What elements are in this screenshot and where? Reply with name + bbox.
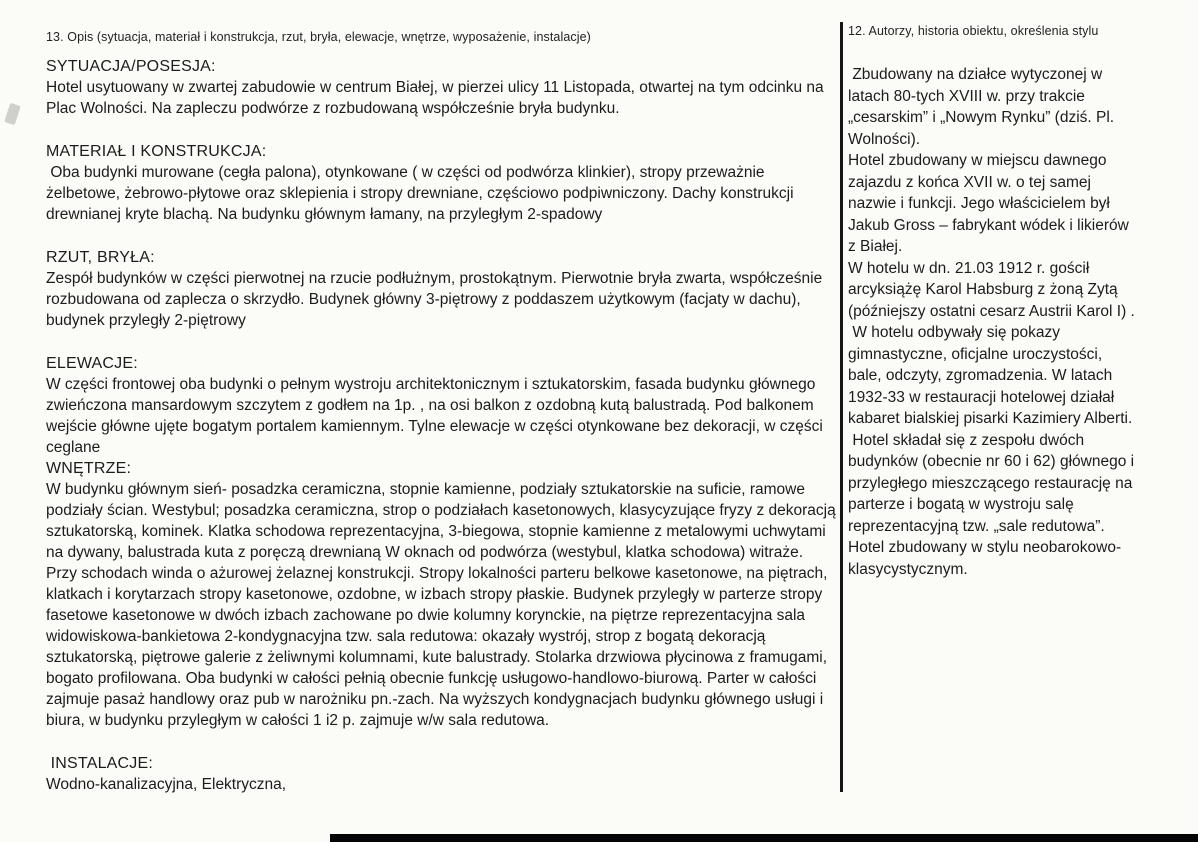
section-body-material: Oba budynki murowane (cegła palona), otynkowane ( w części od podwórza klinkier), stropy przeważnie żelbetowe, żebrowo-płytowe oraz sklepienia i stropy drewniane, częściowo podpiwniczony. Dachy konstrukcji drewnianej kryte blachą. Na budynku głównym łamany, na przyległym 2-spadowy <box>46 164 798 223</box>
section-body-instalacje: Wodno-kanalizacyjna, Elektryczna, <box>46 776 287 793</box>
history-paragraph: W hotelu w dn. 21.03 1912 r. gościł arcyksiążę Karol Habsburg z żoną Zytą (późniejszy ostatni cesarz Austrii Karol I) . <box>848 259 1135 320</box>
description-column <box>46 30 841 795</box>
section-heading-rzut: RZUT, BRYŁA: <box>46 249 155 266</box>
section-wnetrze <box>46 458 841 731</box>
history-paragraph: Hotel składał się z zespołu dwóch budynków (obecnie nr 60 i 62) głównego i przyległego mieszczącego restaurację na parterze i bogatą w wystroju salę reprezentacyjną tzw. „sale redutowa”. <box>848 431 1139 535</box>
scan-edge-artifact <box>330 834 1198 842</box>
left-column-header: 13. Opis (sytuacja, materiał i konstrukcja, rzut, bryła, elewacje, wnętrze, wyposażenie, instalacje) <box>46 30 591 44</box>
section-heading-material: MATERIAŁ I KONSTRUKCJA: <box>46 143 267 160</box>
section-body-wnetrze: W budynku głównym sień- posadzka ceramiczna, stopnie kamienne, podziały sztukatorskie na suficie, ramowe podziały ścian. Westybul; posadzka ceramiczna, strop o podziałach kasetonowych, klasycyzujące fryzy z dekoracją sztukatorską, kominek. Klatka schodowa reprezentacyjna, 3-biegowa, stopnie kamienne z metalowymi uchwytami na dywany, balustrada kuta z poręczą drewnianą W oknach od podwórza (westybul, klatka schodowa) witraże. Przy schodach winda o ażurowej żelaznej konstrukcji. Stropy lokalności parteru belkowe kasetonowe, na piętrach, klatkach i korytarzach stropy kasetonowe, ozdobne, w izbach stropy płaskie. Budynek przyległy w parterze stropy fasetowe kasetonowe w dwóch izbach zachowane po dwie kolumny korynckie, na piętrze reprezentacyjna sala widowiskowa-bankietowa 2-kondygnacyjna tzw. sala redutowa: okazały wystrój, strop z bogatą dekoracją sztukatorską, piętrowe galerie z żeliwnymi kolumnami, kute balustrady. Stolarka drzwiowa płycinowa z framugami, bogato profilowana. Oba budynki w całości pełnią obecnie funkcję usługowo-handlowo-biurową. Parter w całości zajmuje pasaż handlowy oraz pub w narożniku pn.-zach. Na wyższych kondygnacjach budynku głównego usługi i biura, w budynku przyległym w całości 1 i2 p. zajmuje w/w sala redutowa. <box>46 481 841 729</box>
history-paragraph: W hotelu odbywały się pokazy gimnastyczne, oficjalne uroczystości, bale, odczyty, zgromadzenia. W latach 1932-33 w restauracji hotelowej działał kabaret bialskiej pisarki Kazimiery Alberti. <box>848 324 1133 427</box>
section-body-elewacje: W części frontowej oba budynki o pełnym wystroju architektonicznym i sztukatorskim, fasada budynku głównego zwieńczona mansardowym szczytem z godłem na 1p. , na osi balkon z ozdobną kutą balustradą. Pod balkonem wejście główne ujęte bogatym portalem kamiennym. Tylne elewacje w części otynkowane bez dekoracji, w części ceglane <box>46 376 828 456</box>
history-column <box>848 24 1140 580</box>
history-paragraph: Zbudowany na działce wytyczonej w latach 80-tych XVIII w. przy trakcie „cesarskim” i „Nowym Rynku” (dziś. Pl. Wolności). <box>848 66 1119 148</box>
section-elewacje <box>46 353 836 458</box>
section-material-konstrukcja <box>46 141 836 225</box>
section-instalacje <box>46 753 836 795</box>
history-paragraph: Hotel zbudowany w miejscu dawnego zajazdu z końca XVII w. o tej samej nazwie i funkcji. Jego właścicielem był Jakub Gross – fabrykant wódek i likierów z Białej. <box>848 152 1134 255</box>
section-sytuacja <box>46 56 836 119</box>
right-column-header: 12. Autorzy, historia obiektu, określenia stylu <box>848 24 1099 38</box>
section-heading-sytuacja: SYTUACJA/POSESJA: <box>46 58 216 75</box>
history-paragraph: Hotel zbudowany w stylu neobarokowo-klasycystycznym. <box>848 539 1122 578</box>
section-rzut-bryla <box>46 247 836 331</box>
scan-smudge-artifact <box>4 103 21 125</box>
section-body-rzut: Zespół budynków w części pierwotnej na rzucie podłużnym, prostokątnym. Pierwotnie bryła zwarta, współcześnie rozbudowana od zaplecza o skrzydło. Budynek główny 3-piętrowy z poddaszem użytkowym (facjaty w dachu), budynek przyległy 2-piętrowy <box>46 270 827 329</box>
section-heading-instalacje: INSTALACJE: <box>46 755 154 772</box>
column-divider-line <box>840 22 843 792</box>
section-heading-wnetrze: WNĘTRZE: <box>46 460 132 477</box>
section-body-sytuacja: Hotel usytuowany w zwartej zabudowie w centrum Białej, w pierzei ulicy 11 Listopada, otwartej na tym odcinku na Plac Wolności. Na zapleczu podwórze z rozbudowaną współcześnie bryła budynku. <box>46 79 828 117</box>
section-heading-elewacje: ELEWACJE: <box>46 355 138 372</box>
